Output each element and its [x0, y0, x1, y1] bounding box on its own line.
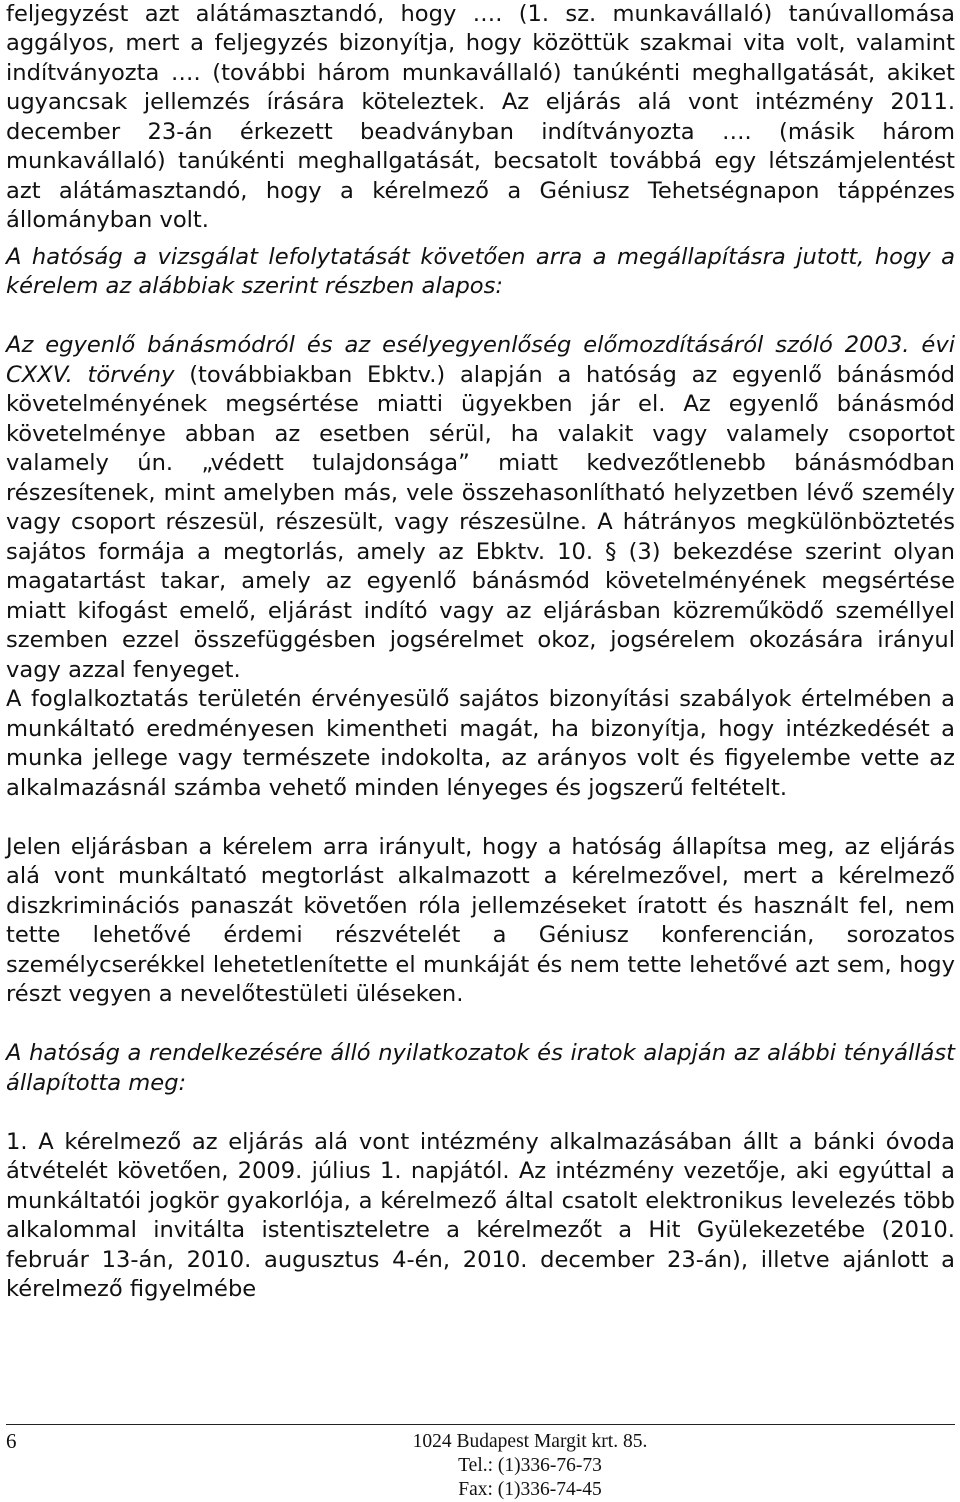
- legal-basis-text: (továbbiakban Ebktv.) alapján a hatóság az egyenlő bánásmód követelményének megsértése miatti ügyekben jár el. Az egyenlő bánásmód követelménye abban az esetben sérül, ha valakit vagy valamely csoportot valamely ún. „védett tulajdonsága” miatt kedvezőtlenebb bánásmódban részesítenek, mint amelyben más, vele összehasonlítható helyzetben lévő személy vagy csoport részesül, részesült, vagy részesülne. A hátrányos megkülönböztetés sajátos formája a megtorlás, amely az Ebktv. 10. § (3) bekezdése szerint olyan magatartást takar, amely az egyenlő bánásmód követelményének megsértése miatt kifogást emelő, eljárást indító vagy az eljárásban közreműködő személlyel szemben ezzel összefüggésben jogsérelmet okoz, jogsérelem okozására irányul vagy azzal fenyeget.: [6, 361, 955, 683]
- paragraph-claim-scope: Jelen eljárásban a kérelem arra irányult, hogy a hatóság állapítsa meg, az eljárás alá vont munkáltató megtorlást alkalmazott a kérelmezővel, mert a kérelmező diszkriminációs panaszát követően róla jellemzéseket íratott és használt fel, nem tette lehetővé érdemi részvételét a Géniusz konferencián, sorozatos személycserékkel lehetetlenítette el munkáját és nem tette lehetővé azt sem, hogy részt vegyen a nevelőtestületi üléseken.: [6, 833, 955, 1007]
- footer-address-line: 1024 Budapest Margit krt. 85.: [412, 1431, 648, 1452]
- paragraph-burden-of-proof: A foglalkoztatás területén érvényesülő sajátos bizonyítási szabályok értelmében a munkáltató eredményesen kimentheti magát, ha bizonyítja, hogy intézkedését a munka jellege vagy természete indokolta, az arányos volt és figyelembe vette az alkalmazásnál számba vehető minden lényeges és jogszerű feltételt.: [6, 686, 955, 801]
- paragraph-legal-basis: [6, 331, 955, 685]
- page-number: 6: [6, 1429, 17, 1453]
- document-body: [6, 0, 955, 1305]
- footer-fax: Fax: (1)336-74-45: [458, 1479, 602, 1500]
- paragraph-facts-heading: A hatóság a rendelkezésére álló nyilatkozatok és iratok alapján az alábbi tényállást állapította meg:: [6, 1040, 955, 1096]
- footer-address: [330, 1430, 730, 1502]
- paragraph-evidence-motions: feljegyzést azt alátámasztandó, hogy …. (1. sz. munkavállaló) tanúvallomása aggályos, mert a feljegyzés bizonyítja, hogy közöttük szakmai vita volt, valamint indítványozta …. (további három munkavállaló) tanúkénti meghallgatását, akiket ugyancsak jellemzés írására köteleztek. Az eljárás alá vont intézmény 2011. december 23-án érkezett beadványban indítványozta …. (másik három munkavállaló) tanúkénti meghallgatását, becsatolt továbbá egy létszámjelentést azt alátámasztandó, hogy a kérelmező a Géniusz Tehetségnapon táppénzes állományban volt.: [6, 0, 955, 233]
- page-footer: [0, 1424, 960, 1501]
- footer-divider: [6, 1424, 955, 1425]
- paragraph-fact-1: 1. A kérelmező az eljárás alá vont intézmény alkalmazásában állt a bánki óvoda átvételét követően, 2009. július 1. napjától. Az intézmény vezetője, aki egyúttal a munkáltatói jogkör gyakorlója, a kérelmező által csatolt elektronikus levelezés több alkalommal invitálta istentiszteletre a kérelmezőt a Hit Gyülekezetébe (2010. február 13-án, 2010. augusztus 4-én, 2010. december 23-án), illetve ajánlott a kérelmező figyelmébe: [6, 1128, 955, 1302]
- footer-phone: Tel.: (1)336-76-73: [458, 1455, 602, 1476]
- law-title: Az egyenlő bánásmódról és az esélyegyenlőség előmozdításáról szóló 2003. évi CXXV. törvény: [6, 332, 955, 388]
- paragraph-authority-finding: A hatóság a vizsgálat lefolytatását követően arra a megállapításra jutott, hogy a kérelem az alábbiak szerint részben alapos:: [6, 243, 955, 299]
